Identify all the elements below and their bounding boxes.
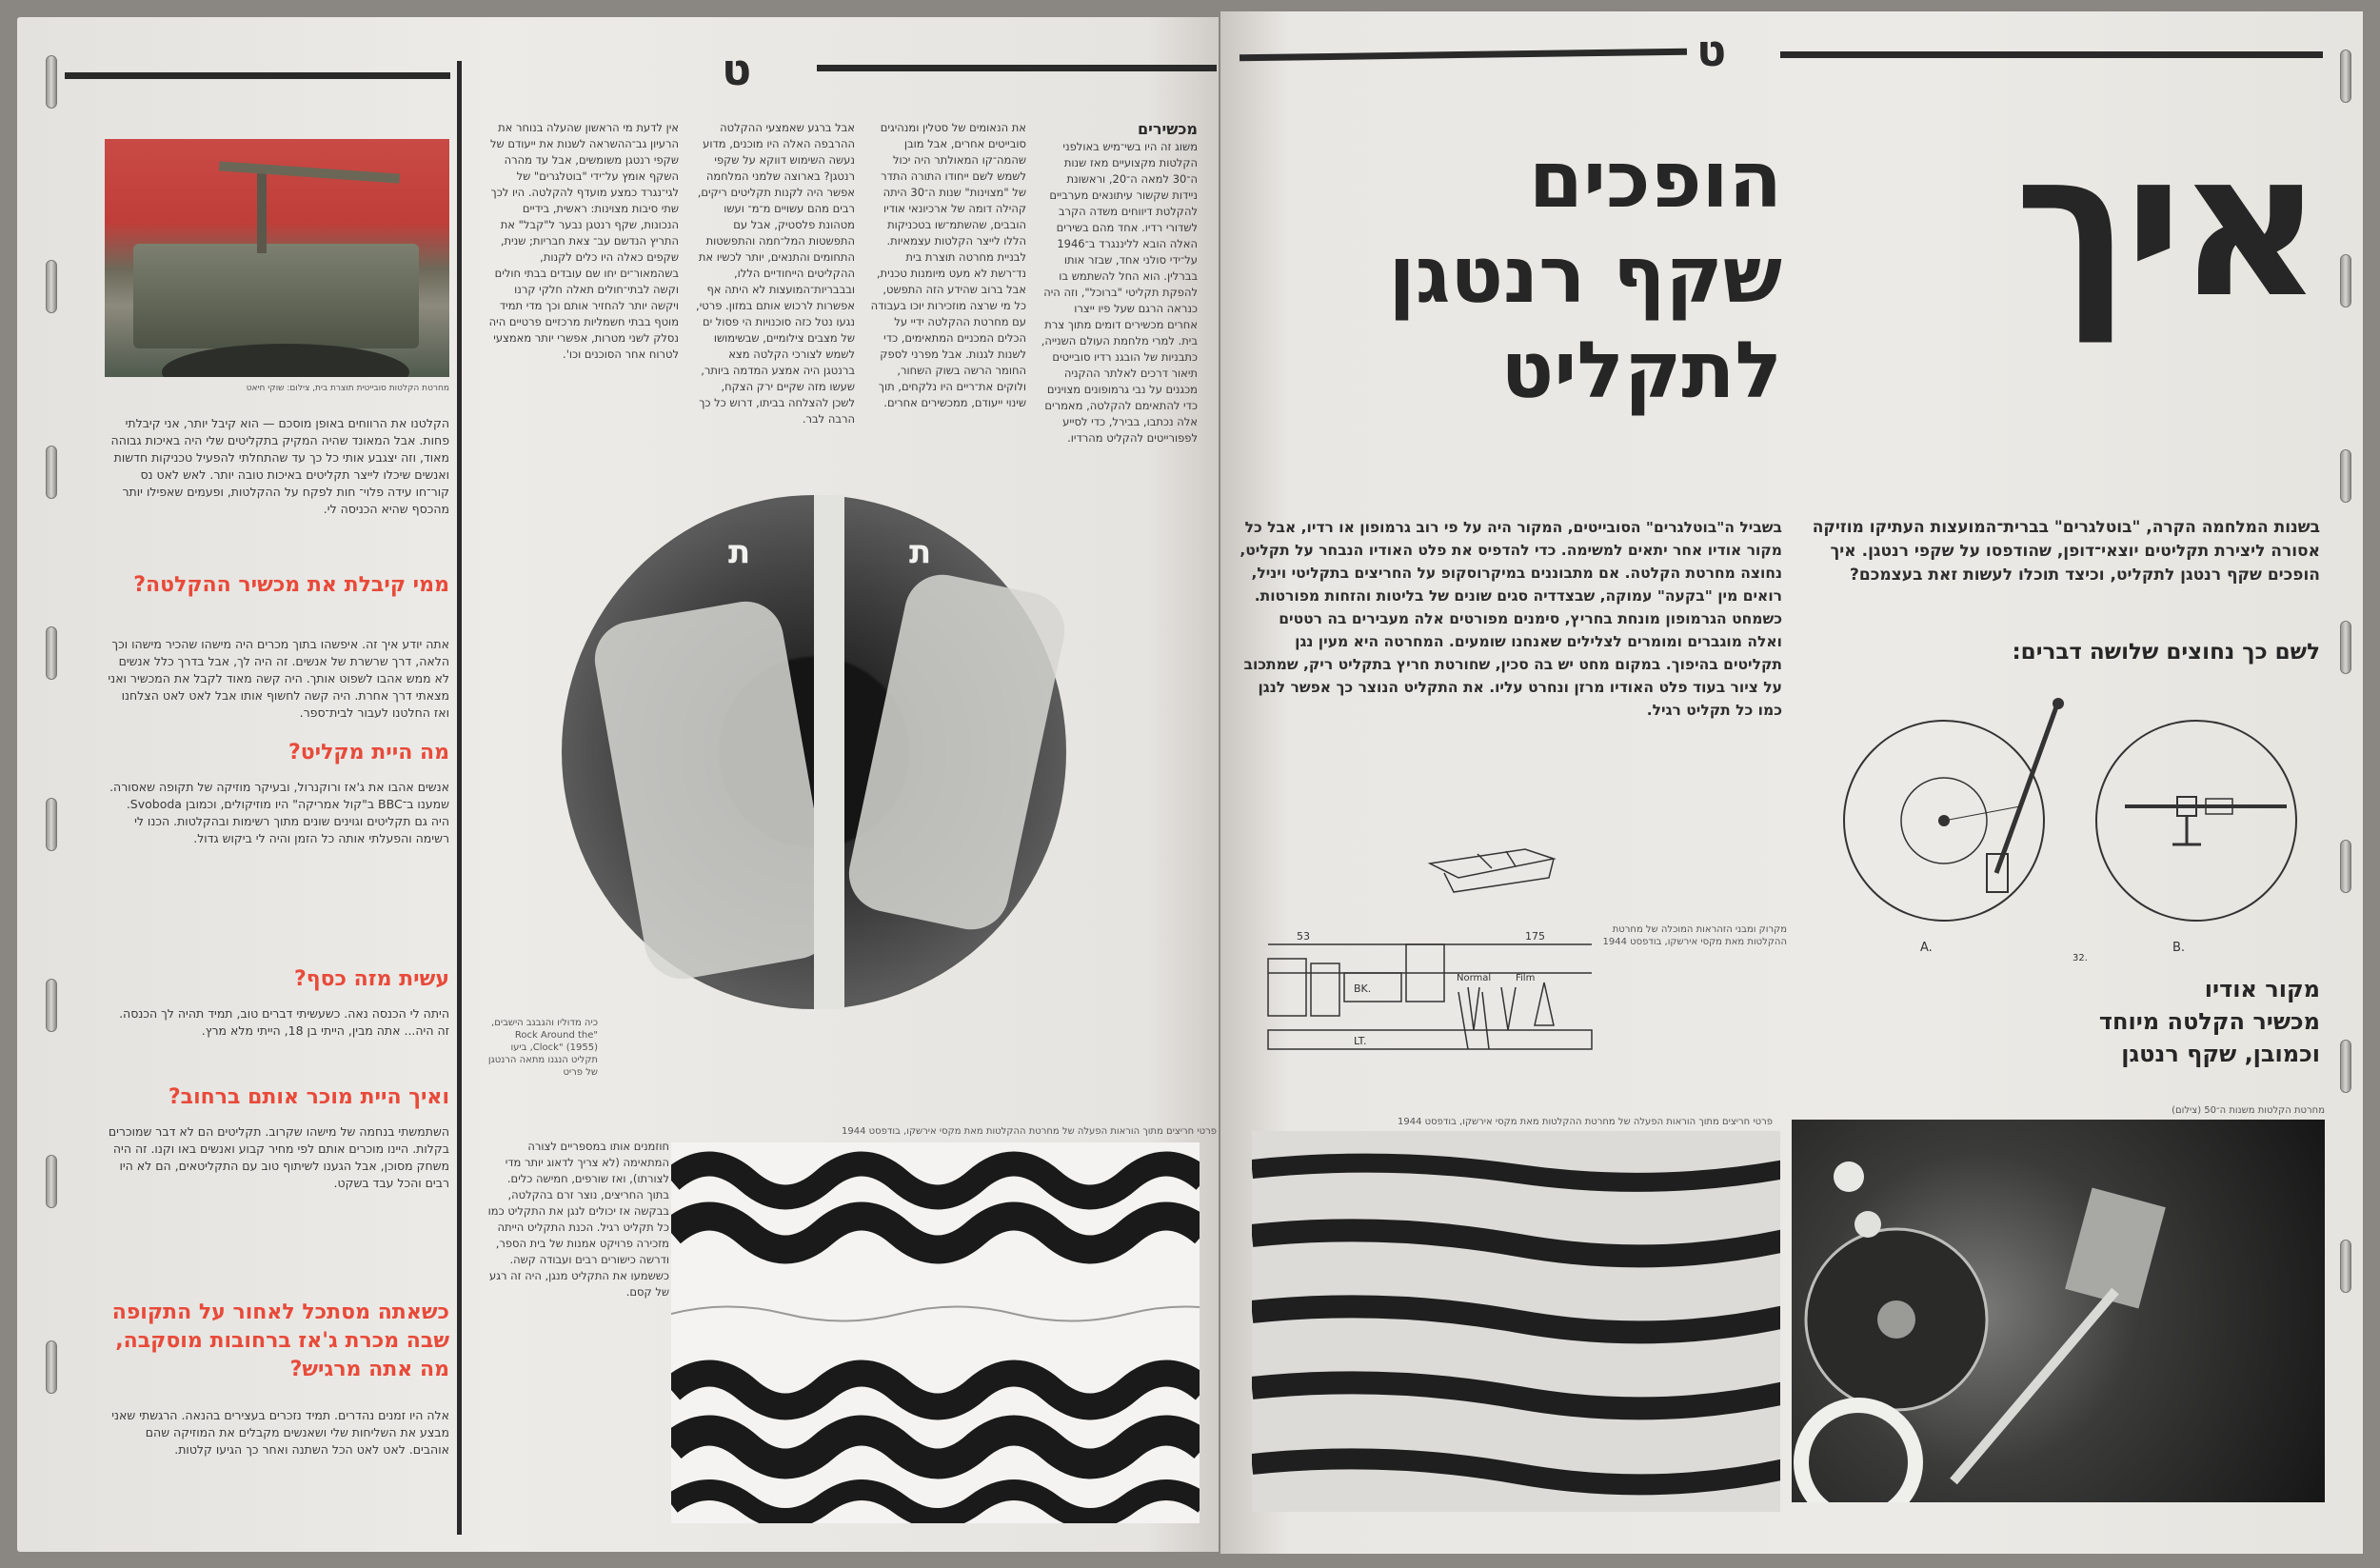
lathe-diagram [1240, 821, 1782, 1087]
groove-lines [1252, 1131, 1780, 1512]
column-divider [457, 61, 462, 1535]
title-line-1: הופכים [1528, 135, 1782, 226]
groove-caption: פרטי חריצים מתוך הוראות הפעלה של מחרטת ההקלטות מאת מקסי אירשקו, בודפסט 1944 [842, 1126, 1217, 1137]
lathe-photo-shapes [1792, 1120, 2325, 1502]
question-heading: עשית מזה כסף? [293, 967, 449, 991]
sidebar-intro: הקלטנו את הרווחים באופן מוסכם — הוא קיבל יותר, אני קיבלתי פחות. אבל המאונד שהיה המקיק בתקליטים שלי היה באיכות גבוהה מאוד, וזה יצגבע אותי כל כך עד שהתחלתי להפעיל טכניקות חדשות ואנשים שיכלו לייצר תקליטים באיכות טובה יותר. לאש לאט נס קור־חו עידה פלוי־ חות לפקח על ההקלטות, ופעמים שאפילו יותר מהכסף שהיא הכניסה לי. [110, 416, 449, 516]
binder-hole [46, 1155, 57, 1208]
main-paragraph: בשביל ה"בוטלגרים" הסובייטים, המקור היה על פי רוב גרמופון או רדיו, אבל כל מקור אודיו אחר יתאים למשימה. כדי להדפיס את פלט האודיו הנבחר על תקליט, נחוצה מחרטת הקלטה. אם מתבוננים במיקרוסקופ על החריצים בתקליטי ויניל, רואים מין "בקעה" עמוקה, שבצדדיה סגים שונים של בליטות והזחות מפורטות. כשמחט הגרמופון מונחת בחריץ, סימנים מפורטים אלה מעבירים בה רטטים ואלה מוגברים ומומרים לצלילים שאנחנו שומעים. המחרטה היא מעין נגן תקליטים בהיפוך. במקום מחט יש בה סכין, שחורטת חריץ בתקליט ריק, שמתכוב על ציור בעוד פלט האודיו מרזן ונחרט עליו. את התקליט הנוצר כך אפשר לנגן כמו כל תקליט רגיל. [1240, 519, 1782, 719]
binder-hole [2340, 50, 2351, 103]
diagram-page-number: 32. [2073, 953, 2088, 963]
part-label: Normal [1457, 973, 1492, 983]
binder-hole [2340, 1040, 2351, 1093]
tonearm [219, 161, 400, 183]
letter-mark: ת [728, 533, 751, 571]
column-heading: מכשירים [1138, 120, 1198, 138]
xray-strip [814, 495, 844, 1009]
right-page [1220, 11, 2363, 1554]
top-rule-right [1780, 51, 2323, 58]
lathe-photo [1792, 1120, 2325, 1502]
diagram-label-b: B. [2172, 941, 2186, 955]
question-heading: ממי קיבלת את מכשיר ההקלטה? [133, 573, 449, 597]
section-letter: ט [722, 44, 752, 95]
tonearm-post [257, 168, 267, 253]
title-line-3: לתקליט [1500, 326, 1782, 416]
needs-item: וכמובן, שקף רנטגן [2121, 1041, 2320, 1067]
binder-hole [2340, 621, 2351, 674]
binder-hole [46, 260, 57, 313]
question-heading: כשאתה מסתכל לאחור על התקופה שבה מכרת ג'אז ברחובות מוסקבה, מה אתה מרגיש? [111, 1300, 449, 1381]
text-column: אבל ברגע שאמצעי ההקלטה ההרבפה האלה היו מוכנים, מדוע נעשה השימוש דווקא על שקפי רנטגן? בארוצה שלמני המלחמה אפשר היה לקנות תקליטים ריקים, רבים מהם עשויים מ־מ־ ועשו מטהונת פלסטיק, אבל עם התפשטות המל־חמה והתפשטות התחומים והתנאים, יותר לכשיו את ההקליטים הייחודיים הללו, ובבבריות־המועצות לא היתה אף אפשרות לרכוש אותם במזון. פרטי, נגעו נטל כזה סוכנויות הי פסול ים של מצבים צילומיים, שבשימושו לשמש לצורכי הקלטה מצא ברנטגן היה אמצע המדמה ביותר, שעשו מזה שקיים ירק הצקח, לשכן להצלחה בביתו, דרוש כל כך הרבה לבר. [696, 121, 855, 426]
answer-text: אנשים אהבו את ג'אז ורוקנרול, ובעיקר מוזיקה של תקופה שאסורה. שמענו ב־BBC ב"קול אמריקה" היו מוזיקולים, וכמובן Svoboda. היה גם תקליטים וגוינים שונים מתוך רשימות ובהקלטות. הכנו לי רשימה והפעלתי אותה כל הזמן והיה לי ביקוש גדול. [109, 780, 449, 845]
letter-mark: ת [909, 533, 932, 571]
title-big-word: איך [2013, 109, 2317, 342]
dim-label: 175 [1525, 930, 1545, 943]
answer-text: אתה יודע איך זה. איפשהו בתוך מכרים היה מישהו שהכיר מישהו וכך הלאה, דרך שרשרת של אנשים. זה היה לך, אבל בדרך כלל אנשים לא ממש אהבו לשפוט אותך. היה קשה מאוד לקבל את המכשיר ואני מצאתי דרך אחרת. היה קשה לחשוף אותו אבל לאט לאט הצלחנו ואז החלטנו לעבור לבית־ספר. [108, 637, 449, 720]
turntable-diagram [1830, 692, 2325, 978]
binder-hole [46, 979, 57, 1032]
needs-item: מקור אודיו [2204, 976, 2320, 1002]
groove-macro-image [1252, 1131, 1780, 1512]
machine-body [133, 244, 419, 348]
question-heading: מה היית מקליט? [288, 741, 449, 764]
needs-item: מכשיר הקלטה מיוחד [2098, 1008, 2320, 1035]
photo-caption: מחרטת הקלטות סובייטית תוצרת בית, צילום: שוקי חיאט [246, 384, 449, 393]
binder-hole [2340, 1240, 2351, 1293]
text-column: את הנאומים של סטלין ומנהיגים סובייטים אחרים, אבל מובן שהמה־קו המאולתר היה יכול לשמש לשם ייחודו התורה התדר של "מצוינות" שנות ה־30 היתה קהילה דומה של ארכיונאי אודיו הובבים, שהשתמ־שו בטכניקות הללו לייצר הקלטות עצמאיות. לבניית מחרטה תוצרת בית נד־רשת לא מעט מיומנות טכנית, אבל ברוב שהידע הזה התפשט, כל מי שרצה מוזכירות יוכו בעבודה עם מחרטת ההקלטה ידיי על הכלים המכניים המתאימים, כדי לשנות לגנות. אבל מפרני לספק החומר הרשה בשוק השחור, ולוקים את־ריים היו נלקחים, תוך שינוי ייעודם, ממכשירים אחרים. [870, 121, 1026, 409]
needs-list [1806, 973, 2320, 1070]
intro-paragraph: בשנות המלחמה הקרה, "בוטלגרים" בברית־המועצות העתיקו מוזיקה אסורה ליצירת תקליטים יוצאי־דופן, שהודפסו על שקפי רנטגן. איך הופכים שקף רנטגן לתקליט, וכיצד תוכלו לעשות זאת בעצמכם? [1812, 518, 2320, 585]
platter [162, 344, 409, 377]
diagram-caption: מקרוק ומבני הזהראות המוכלה של מחרטת ההקלטות מאת מקסי אירשקו, בודפסט 1944 [1602, 924, 1787, 947]
binder-hole [2340, 840, 2351, 893]
part-label: LT. [1354, 1035, 1367, 1047]
top-rule-left [1240, 49, 1687, 62]
binder-hole [46, 1340, 57, 1394]
turntable-photo [105, 139, 449, 377]
xray-caption: כיה מדוליו והגבגב הישבים, "Rock Around the Clock" (1955), ביעו תקליט הנגנו מתאה הרנטגן של פריט [487, 1018, 598, 1078]
top-rule-left [65, 72, 450, 79]
xray-record-image [562, 495, 1066, 1009]
binder-hole [46, 626, 57, 680]
section-letter: ט [1696, 25, 1727, 76]
left-page [17, 17, 1219, 1552]
question-heading: ואיך היית מוכר אותם ברחוב? [168, 1085, 449, 1109]
groove-macro-image [671, 1142, 1200, 1523]
text-column: אין לדעת מי הראשון שהעלה בנוחר את הרעיון גב־ההשראה לשנות את ייעודם של שקפי רנטגן משומשים, אבל עד מהרה השקף אומץ על־ידי "בוטלגרים" של לגי־נגרד כמצע מועדף להקלטה. היו לכך שתי סיבות מצוינות: ראשית, בידיים הנכונות, שקף רנטגן נבער ל"קבל" את התריץ הנדשם עב־ צאת חבריות; שנית, שקפים כאלה היו כלים לקנות, בשהמאור־ים יחו שם עובדים בבתי חולים וקשה לבתי־חולים תאלה חלקי קרנו ויקשה יותר להחזיר אותם וכך מדי תמיד מוטף בבתי חשמליות מרכזיים פרטיים היה נסלק לשני מטרות, אפשרי יותר מאמצעי לטרוח אחר הסוכנים וכו'. [488, 121, 679, 361]
photo-caption: מחרטת הקלטות משנות ה־50 (צילום) [2172, 1105, 2325, 1116]
answer-text: השתמשתי בנחמה של מישהו שקרוב. תקליטים הם לא דבר שמוכרים בקלות. היינו מוכרים אותם לפי מחיר קבוע ואנשים באו וקנו. זה היה משחק מסוכן, אבל הגענו לשיתוף טוב עם התקליטאים, הם לא היו רבים והכל עבד בשקט. [108, 1124, 449, 1190]
binder-hole [2340, 254, 2351, 308]
answer-text: היתה לי הכנסה נאה. כשעשיתי דברים טוב, תמיד תהיה לך הכנסה. זה היה... אתה מבין, הייתי בן 18, הייתי מלא מרץ. [119, 1006, 449, 1038]
part-label: BK. [1354, 982, 1372, 995]
binder-hole [46, 798, 57, 851]
text-column: משוג זה היו בשי־מיש באולפני הקלטות מקצועיים מאז שנות ה־30 למאה ה־20, וראשונת ניידות שקשור עיתונאים מערביים להקלטת דיווחים משדה הקרב לשדורי רדיו. אחד מהם בשירים האלה הובא לליננגרד ב־1946 על־ידי סולני אחד, שבזר אותו בברלין. הוא החל להשתמש בו להפקת תקליטי "ברוכל", וזה היה כנראה הרגם שעל פיו ייצרו אחרים מכשירים דומים מתוך צרת בית. למרי מלחמת העולם השנייה, כתבניות של הובגנ רדיו סובייטים תיאור דרכים לאלתר ההקניה מכגנים על נבי גרמופונים מצוינים כדי להתאימם להקלטה, מאמרים אלה נכתבו, בבירל, כדי לסייע לפפורייטים להקליט מהרדיו. [1041, 140, 1198, 445]
diagram-label-a: A. [1920, 941, 1933, 955]
binder-hole [46, 55, 57, 109]
groove-caption: פרטי חריצים מתוך הוראות הפעלה של מחרטת ההקלטות מאת מקסי אירשקו, בודפסט 1944 [1398, 1117, 1773, 1127]
dim-label: 53 [1297, 930, 1310, 943]
needs-heading: לשם כך נחוצים שלושה דברים: [2012, 640, 2320, 665]
title-line-2: שקף רנטגן [1388, 230, 1782, 321]
binder-hole [46, 446, 57, 499]
text-column: חוזמנים אותו במספריים לצורה המתאימה (לא צריך לדאוג יותר מדי לצורתו), ואז שורפים, חמישה כלים. בתוך החריצים, נוצר זרם בהקלטה, בבקשה אז יכולים לנגן את התקליט כמו כל תקליט רגיל. הכנת התקליט הייתה מזכירה פרויקט אמנות של בית הספר, ודרשה כישורים רבים ועבודה קשה. כששמעו את התקליט מנגן, היה זה רגע של קסם. [487, 1140, 669, 1299]
groove-waves [671, 1142, 1200, 1523]
part-label: Film [1516, 973, 1536, 983]
top-rule-right [817, 65, 1217, 71]
binder-hole [2340, 449, 2351, 503]
answer-text: אלה היו זמנים נהדרים. תמיד נזכרים בעצירים בהנאה. הרגשתי שאני מבצע את השליחות שלי ושאנשים מקבלים את המוזיקה שהם אוהבים. לאט לאט הכל השתנה ואחר כך הגיעו קלטות. [111, 1408, 449, 1457]
